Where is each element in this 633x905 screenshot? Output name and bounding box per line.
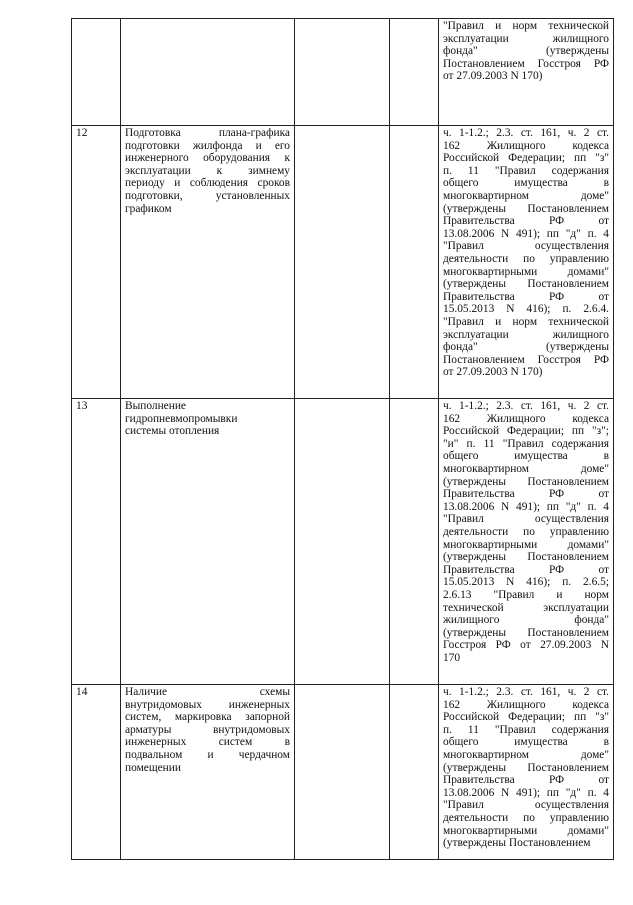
text-line: Наличие схемы — [125, 686, 290, 698]
table-row — [72, 19, 614, 126]
empty-cell — [295, 399, 390, 685]
text-line: общего имущества в — [443, 736, 609, 749]
text-line: "Правил осуществления — [443, 513, 609, 526]
text-line: фонда" (утверждены — [443, 341, 609, 354]
text-line: Правительства РФ от — [443, 774, 609, 787]
text-line: 13.08.2006 N 491); пп "д" п. 4 — [443, 786, 609, 799]
text-line: от 27.09.2003 N 170) — [443, 70, 543, 83]
text-line: 15.05.2013 N 416); п. 2.6.4. — [443, 303, 609, 316]
text-line: ч. 1-1.2.; 2.3. ст. 161, ч. 2 ст. — [443, 400, 609, 412]
text-line: Правительства РФ от — [443, 290, 609, 303]
text-line: эксплуатации жилищного — [443, 328, 609, 341]
text-line: арматуры внутридомовых — [125, 723, 290, 736]
text-line: 15.05.2013 N 416); п. 2.6.5; — [443, 576, 609, 589]
text-line: (утверждены Постановлением — [443, 551, 609, 564]
text-line: деятельности по управлению — [443, 525, 609, 538]
text-line: эксплуатации к зимнему — [125, 164, 290, 177]
text-line: деятельности по управлению — [443, 811, 609, 824]
text-line: многоквартирными домами" — [443, 265, 609, 278]
text-line: 162 Жилищного кодекса — [443, 412, 609, 425]
text-line: (утверждены Постановлением — [443, 475, 609, 488]
table-row — [72, 126, 614, 399]
empty-cell — [390, 19, 439, 126]
row-number — [72, 19, 121, 126]
text-line: (утверждены Постановлением — [443, 837, 591, 850]
legal-basis — [439, 19, 614, 126]
text-line: инженерных систем в — [125, 736, 290, 749]
text-line: многоквартирном доме" — [443, 462, 609, 475]
text-line: "Правил осуществления — [443, 799, 609, 812]
text-line: 2.6.13 "Правил и норм — [443, 588, 609, 601]
text-line: Российской Федерации; пп "з"; — [443, 425, 609, 438]
text-line: многоквартирными домами" — [443, 538, 609, 551]
text-line: Российской Федерации; пп "з" — [443, 711, 609, 724]
text-line: многоквартирными домами" — [443, 824, 609, 837]
text-line: технической эксплуатации — [443, 601, 609, 614]
text-line: внутридомовых инженерных — [125, 698, 290, 711]
text-line: "Правил осуществления — [443, 240, 609, 253]
text-line: фонда" (утверждены — [443, 45, 609, 58]
empty-cell — [390, 685, 439, 860]
empty-cell — [390, 126, 439, 399]
text-line: жилищного фонда" — [443, 614, 609, 627]
text-line: общего имущества в — [443, 177, 609, 190]
text-line: Выполнение — [125, 400, 186, 412]
requirement-description — [121, 685, 295, 860]
text-line: ч. 1-1.2.; 2.3. ст. 161, ч. 2 ст. — [443, 127, 609, 139]
empty-cell — [295, 685, 390, 860]
text-line: п. 11 "Правил содержания — [443, 164, 609, 177]
text-line: 13.08.2006 N 491); пп "д" п. 4 — [443, 500, 609, 513]
text-line: подготовки жилфонда и его — [125, 139, 290, 152]
text-line: Правительства РФ от — [443, 215, 609, 228]
text-line: подготовки, установленных — [125, 189, 290, 202]
text-line: периоду и соблюдения сроков — [125, 177, 290, 190]
text-line: помещении — [125, 761, 181, 774]
text-line: (утверждены Постановлением — [443, 761, 609, 774]
requirement-description — [121, 399, 295, 685]
row-number: 12 — [72, 126, 121, 399]
text-line: Правительства РФ от — [443, 488, 609, 501]
text-line: графиком — [125, 202, 172, 215]
text-line: систем, маркировка запорной — [125, 711, 290, 724]
legal-basis — [439, 126, 614, 399]
text-line: многоквартирном доме" — [443, 748, 609, 761]
text-line: 162 Жилищного кодекса — [443, 139, 609, 152]
text-line: п. 11 "Правил содержания — [443, 723, 609, 736]
text-line: от 27.09.2003 N 170) — [443, 366, 543, 379]
text-line: инженерного оборудования к — [125, 152, 290, 165]
text-line: общего имущества в — [443, 450, 609, 463]
table-row — [72, 685, 614, 860]
text-line: "Правил и норм технической — [443, 20, 609, 32]
requirement-description — [121, 19, 295, 126]
empty-cell — [390, 399, 439, 685]
empty-cell — [295, 19, 390, 126]
text-line: Российской Федерации; пп "з" — [443, 152, 609, 165]
text-line: 170 — [443, 651, 461, 664]
legal-basis — [439, 399, 614, 685]
empty-cell — [295, 126, 390, 399]
text-line: гидропневмопромывки — [125, 412, 238, 425]
text-line: "и" п. 11 "Правил содержания — [443, 437, 609, 450]
text-line: (утверждены Постановлением — [443, 278, 609, 291]
text-line: (утверждены Постановлением — [443, 202, 609, 215]
text-line: Подготовка плана-графика — [125, 127, 290, 139]
text-line: (утверждены Постановлением — [443, 626, 609, 639]
text-line: Постановлением Госстроя РФ — [443, 57, 609, 70]
row-number: 13 — [72, 399, 121, 685]
text-line: системы отопления — [125, 425, 220, 438]
text-line: Правительства РФ от — [443, 563, 609, 576]
table-row — [72, 399, 614, 685]
text-line: 162 Жилищного кодекса — [443, 698, 609, 711]
row-number: 14 — [72, 685, 121, 860]
text-line: 13.08.2006 N 491); пп "д" п. 4 — [443, 227, 609, 240]
text-line: подвальном и чердачном — [125, 748, 290, 761]
requirement-description — [121, 126, 295, 399]
requirements-table — [71, 18, 614, 860]
text-line: Постановлением Госстроя РФ — [443, 353, 609, 366]
text-line: "Правил и норм технической — [443, 315, 609, 328]
legal-basis — [439, 685, 614, 860]
text-line: деятельности по управлению — [443, 252, 609, 265]
text-line: Госстроя РФ от 27.09.2003 N — [443, 639, 609, 652]
text-line: эксплуатации жилищного — [443, 32, 609, 45]
text-line: многоквартирном доме" — [443, 189, 609, 202]
text-line: ч. 1-1.2.; 2.3. ст. 161, ч. 2 ст. — [443, 686, 609, 698]
